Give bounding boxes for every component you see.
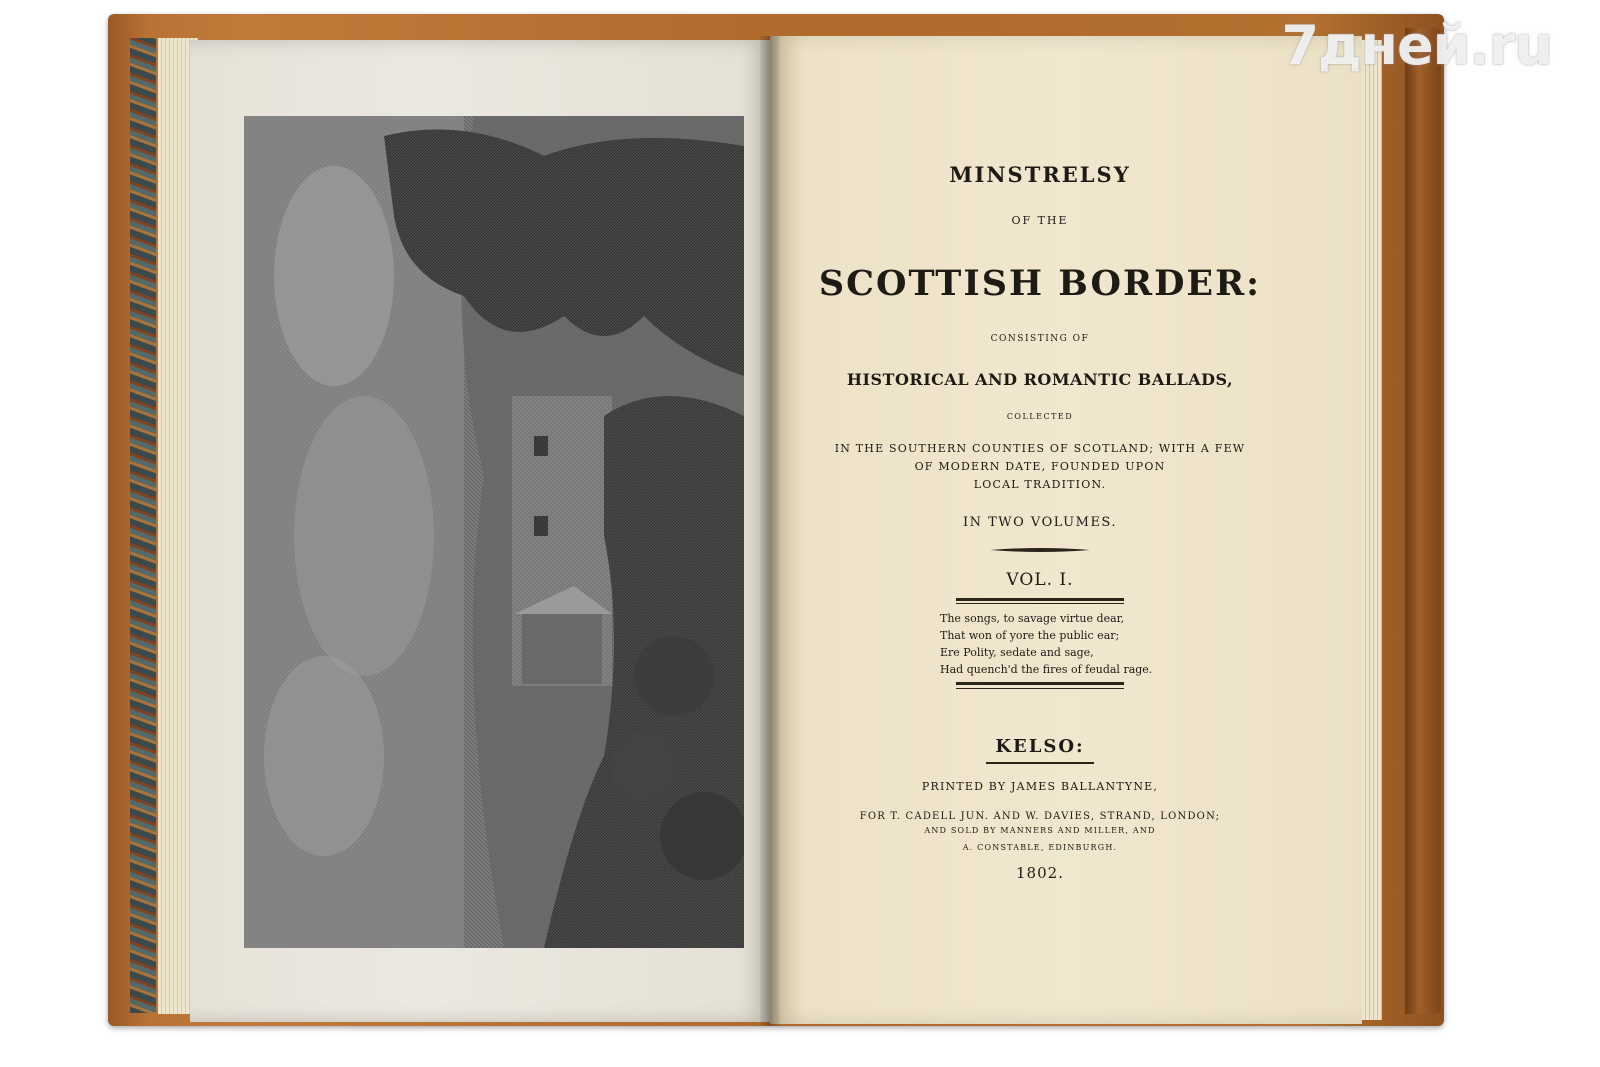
- consisting-of: CONSISTING OF: [990, 334, 1090, 344]
- verse-line: Had quench'd the fires of feudal rage.: [940, 663, 1153, 676]
- description-line-1: IN THE SOUTHERN COUNTIES OF SCOTLAND; WITH A FEW: [834, 442, 1246, 455]
- rule-top-thin: [956, 603, 1124, 604]
- printer-line-4: A. CONSTABLE, EDINBURGH.: [962, 843, 1118, 852]
- page-edges-right: [1362, 40, 1382, 1020]
- title-scottish-border: SCOTTISH BORDER:: [818, 263, 1262, 304]
- rule-bottom: [956, 682, 1124, 685]
- title-minstrelsy: MINSTRELSY: [949, 162, 1131, 187]
- site-watermark: 7дней.ru: [1281, 14, 1552, 77]
- rule-bottom-thin: [956, 688, 1124, 689]
- verse-line: Ere Polity, sedate and sage,: [940, 646, 1094, 659]
- cover-edge: [1405, 28, 1441, 1014]
- engraving-image: [244, 116, 744, 948]
- rule-imprint: [986, 762, 1094, 764]
- printer-line-1: PRINTED BY JAMES BALLANTYNE,: [921, 780, 1159, 793]
- title-of-the: OF THE: [1011, 214, 1069, 227]
- volumes-note: IN TWO VOLUMES.: [962, 515, 1118, 530]
- description-line-2: OF MODERN DATE, FOUNDED UPON: [914, 460, 1166, 473]
- ornament-rule: [990, 546, 1090, 554]
- epigraph-verse: [940, 610, 1240, 678]
- verse-line: That won of yore the public ear;: [940, 629, 1120, 642]
- publication-year: 1802.: [1016, 864, 1064, 882]
- printer-line-3: AND SOLD BY MANNERS AND MILLER, AND: [924, 826, 1156, 835]
- book-gutter: [760, 36, 780, 1026]
- imprint-place: KELSO:: [995, 736, 1085, 757]
- description-line-3: LOCAL TRADITION.: [973, 478, 1107, 491]
- printer-line-2: FOR T. CADELL JUN. AND W. DAVIES, STRAND, LONDON;: [859, 811, 1221, 822]
- subtitle-ballads: HISTORICAL AND ROMANTIC BALLADS,: [846, 370, 1234, 389]
- verse-line: The songs, to savage virtue dear,: [940, 612, 1125, 625]
- collected-label: COLLECTED: [1006, 412, 1074, 421]
- marbled-endpaper: [130, 38, 156, 1013]
- volume-number: VOL. I.: [1006, 570, 1074, 590]
- castle-engraving: [244, 116, 744, 948]
- rule-top: [956, 598, 1124, 601]
